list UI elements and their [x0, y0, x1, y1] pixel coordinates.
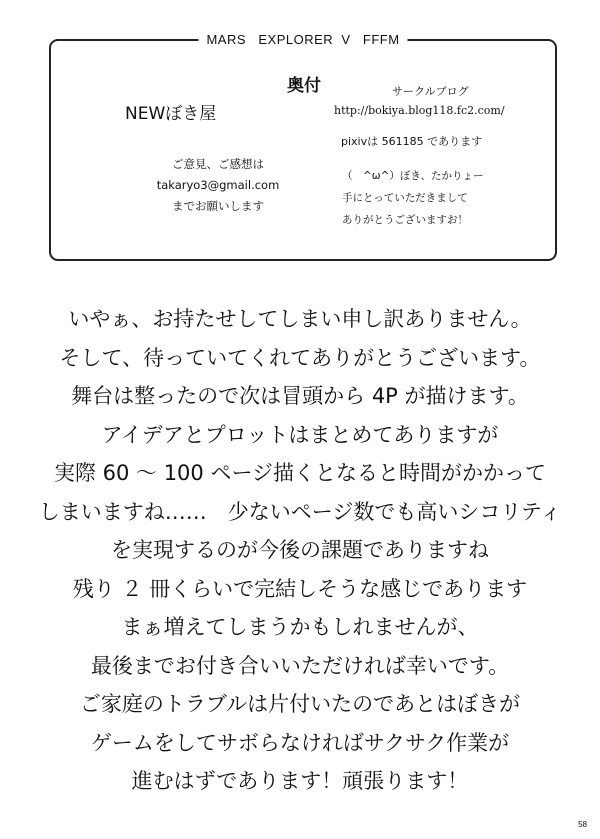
message-line: ゲームをしてサボらなければサクサク作業が	[90, 730, 510, 755]
message-line: 最後までお付き合いいただければ幸いです。	[90, 653, 510, 678]
message-line: 残り ２ 冊くらいで完結しそうな感じであります	[72, 576, 528, 601]
message-line: 進むはずであります！頑張ります！	[131, 769, 469, 793]
contact-line: ご意見、ご感想は	[172, 157, 264, 171]
circle-name: NEWぼき屋	[125, 104, 217, 124]
pixiv-id: pixivは 561185 であります	[341, 135, 483, 148]
colophon-box	[49, 32, 557, 261]
message-line: ご家庭のトラブルは片付いたのであとはぼきが	[79, 692, 521, 716]
message-line: いやぁ、お持たせしてしまい申し訳ありません。	[68, 307, 532, 331]
afterword-message	[0, 300, 600, 801]
message-line: そして、待っていてくれてありがとうございます。	[59, 345, 541, 370]
thanks-block	[342, 165, 483, 231]
message-line: アイデアとプロットはまとめてありますが	[101, 422, 499, 447]
thanks-line: ありがとうございますお！	[342, 214, 468, 226]
colophon-title: MARS EXPLORER V FFFM	[198, 31, 407, 49]
blog-label: サークルブログ	[392, 85, 469, 98]
contact-block	[133, 154, 303, 217]
blog-url: http://bokiya.blog118.fc2.com/	[334, 104, 505, 117]
message-line: しまいますね…… 少ないページ数でも高いシコリティ	[38, 499, 562, 524]
thanks-line: （ ^ω^）ぼき、たかりょー	[342, 170, 484, 182]
message-line: 実際 60 ～ 100 ページ描くとなると時間がかかって	[53, 461, 547, 485]
message-line: を実現するのが今後の課題でありますね	[111, 538, 489, 562]
thanks-line: 手にとっていただきまして	[342, 192, 468, 204]
message-line: まぁ増えてしまうかもしれませんが、	[121, 615, 479, 639]
colophon-heading: 奥付	[287, 76, 321, 96]
contact-email: takaryo3@gmail.com	[156, 178, 280, 192]
contact-line: までお願いします	[172, 199, 264, 213]
page-number: 58	[578, 820, 587, 829]
message-line: 舞台は整ったので次は冒頭から 4P が描けます。	[71, 384, 529, 408]
